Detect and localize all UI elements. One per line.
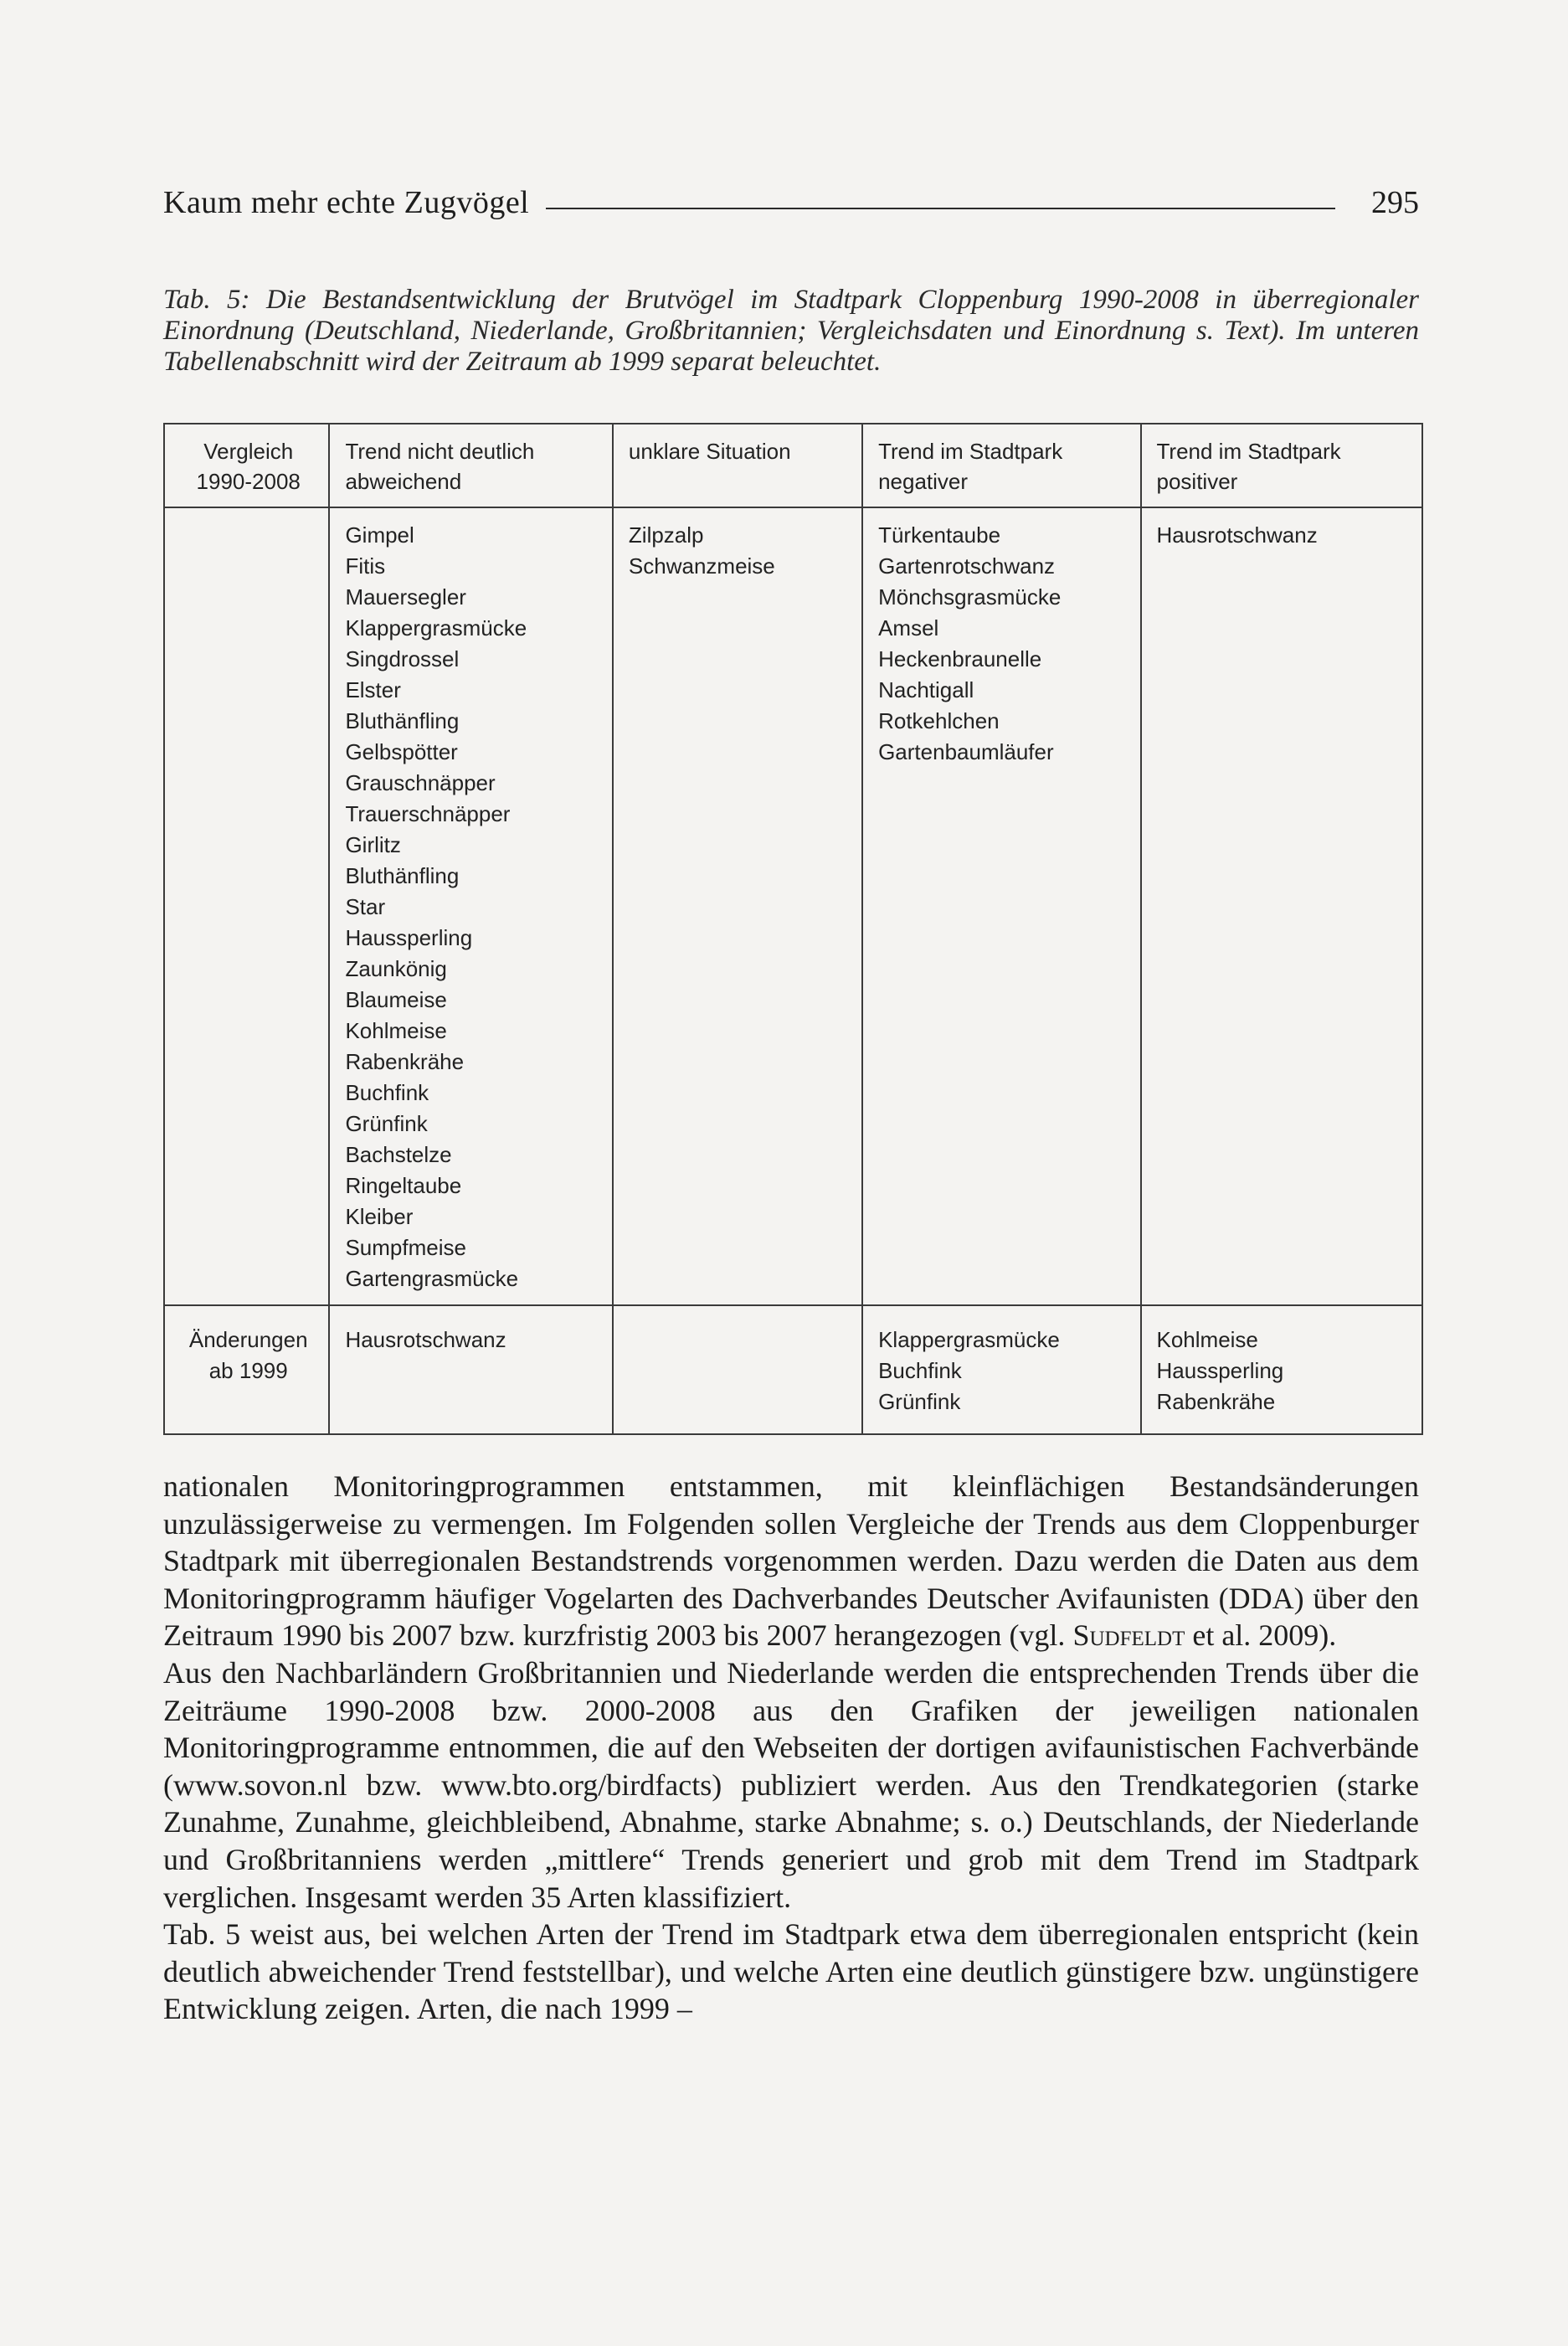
species-name: Zilpzalp xyxy=(628,522,704,548)
species-name: Amsel xyxy=(878,615,939,641)
species-name: Ringeltaube xyxy=(345,1173,462,1198)
species-name: Blaumeise xyxy=(345,987,447,1012)
species-name: Grünfink xyxy=(345,1111,428,1136)
running-head xyxy=(163,184,1419,234)
species-name: Haussperling xyxy=(345,925,473,950)
table-caption: Tab. 5: Die Bestandsentwicklung der Brutvögel im Stadtpark Cloppenburg 1990-2008 in überregionaler Einordnung (Deutschland, Niederlande, Großbritannien; Vergleichsdaten und Einordnung s. Text). Im unteren Tabellenabschnitt wird der Zeitraum ab 1999 separat beleuchtet. xyxy=(163,285,1419,377)
species-name: Buchfink xyxy=(345,1080,429,1105)
species-name: Kleiber xyxy=(345,1204,414,1229)
species-name: Elster xyxy=(345,677,401,702)
species-name: Grauschnäpper xyxy=(345,770,496,795)
trend-table xyxy=(163,423,1423,1435)
table-row-1990-2008 xyxy=(164,507,1422,1305)
species-name: Star xyxy=(345,894,386,919)
header-unclear: unklare Situation xyxy=(613,424,862,507)
species-name: Hausrotschwanz xyxy=(1156,522,1318,548)
species-name: Kohlmeise xyxy=(1156,1327,1258,1352)
cell-negative-1999 xyxy=(862,1305,1140,1434)
species-name: Schwanzmeise xyxy=(628,553,775,579)
row-label-changes: Änderungen ab 1999 xyxy=(164,1305,329,1434)
header-comparison: Vergleich 1990-2008 xyxy=(164,424,329,507)
species-name: Klappergrasmücke xyxy=(345,615,527,641)
paragraph-3: Tab. 5 weist aus, bei welchen Arten der Trend im Stadtpark etwa dem überregionalen entspricht (kein deutlich abweichender Trend feststellbar), und welche Arten eine deutlich günstigere bzw. ungünstigere Entwicklung zeigen. Arten, die nach 1999 – xyxy=(163,1917,1419,2026)
species-name: Gartenbaumläufer xyxy=(878,739,1054,764)
cell-unclear-1999 xyxy=(613,1305,862,1434)
table-row-changes-1999 xyxy=(164,1305,1422,1434)
cell-positive-1999 xyxy=(1141,1305,1423,1434)
species-name: Gimpel xyxy=(345,522,414,548)
species-name: Singdrossel xyxy=(345,646,460,671)
species-name: Türkentaube xyxy=(878,522,1001,548)
species-name: Rabenkrähe xyxy=(345,1049,465,1074)
species-name: Gartenrotschwanz xyxy=(878,553,1056,579)
species-name: Buchfink xyxy=(878,1358,962,1383)
header-positive: Trend im Stadtpark positiver xyxy=(1141,424,1423,507)
page-number: 295 xyxy=(1355,184,1419,221)
table-header-row xyxy=(164,424,1422,507)
species-name: Heckenbraunelle xyxy=(878,646,1042,671)
species-name: Fitis xyxy=(345,553,386,579)
paragraph-2: Aus den Nachbarländern Großbritannien und Niederlande werden die entsprechenden Trends über die Zeiträume 1990-2008 bzw. 2000-2008 aus den Grafiken der jeweiligen nationalen Monitoringprogramme entnommen, die auf den Webseiten der dortigen avifaunistischen Fachverbände (www.sovon.nl bzw. www.bto.org/birdfacts) publiziert werden. Aus den Trendkategorien (starke Zunahme, Zunahme, gleichbleibend, Abnahme, starke Abnahme; s. o.) Deutschlands, der Niederlande und Großbritanniens werden „mittlere“ Trends generiert und grob mit dem Trend im Stadtpark verglichen. Insgesamt werden 35 Arten klassifiziert. xyxy=(163,1655,1419,1914)
paragraph-1: nationalen Monitoringprogrammen entstammen, mit kleinflächigen Bestandsänderungen unzulässigerweise zu vermengen. Im Folgenden sollen Vergleiche der Trends aus dem Cloppenburger Stadtpark mit überregionalen Bestandstrends vorgenommen werden. Dazu werden die Daten aus dem Monitoringprogramm häufiger Vogelarten des Dachverbandes Deutscher Avifaunisten (DDA) über den Zeitraum 1990 bis 2007 bzw. kurzfristig 2003 bis 2007 herangezogen (vgl. Sudfeldt et al. 2009). xyxy=(163,1469,1419,1653)
header-negative: Trend im Stadtpark negativer xyxy=(862,424,1140,507)
species-name: Sumpfmeise xyxy=(345,1235,466,1260)
species-name: Kohlmeise xyxy=(345,1018,447,1043)
body-text xyxy=(163,1468,1419,2028)
running-title: Kaum mehr echte Zugvögel xyxy=(163,184,546,221)
species-name: Hausrotschwanz xyxy=(345,1327,506,1352)
author-name: Sudfeldt xyxy=(1072,1618,1185,1653)
species-name: Rotkehlchen xyxy=(878,708,1000,733)
cell-positive xyxy=(1141,507,1423,1305)
species-name: Mönchsgrasmücke xyxy=(878,584,1062,610)
cell-trend-not-different-1999 xyxy=(329,1305,612,1434)
species-name: Rabenkrähe xyxy=(1156,1389,1276,1414)
cell-trend-not-different xyxy=(329,507,612,1305)
cell-unclear xyxy=(613,507,862,1305)
species-name: Bluthänfling xyxy=(345,708,460,733)
species-name: Mauersegler xyxy=(345,584,466,610)
species-name: Nachtigall xyxy=(878,677,974,702)
species-name: Gelbspötter xyxy=(345,739,458,764)
row-label-empty xyxy=(164,507,329,1305)
species-name: Klappergrasmücke xyxy=(878,1327,1060,1352)
species-name: Gartengrasmücke xyxy=(345,1266,519,1291)
species-name: Trauerschnäpper xyxy=(345,801,511,826)
header-trend-not-different: Trend nicht deutlich abweichend xyxy=(329,424,612,507)
species-name: Haussperling xyxy=(1156,1358,1284,1383)
cell-negative xyxy=(862,507,1140,1305)
species-name: Zaunkönig xyxy=(345,956,447,981)
species-name: Grünfink xyxy=(878,1389,961,1414)
species-name: Girlitz xyxy=(345,832,401,857)
species-name: Bluthänfling xyxy=(345,863,460,888)
species-name: Bachstelze xyxy=(345,1142,452,1167)
